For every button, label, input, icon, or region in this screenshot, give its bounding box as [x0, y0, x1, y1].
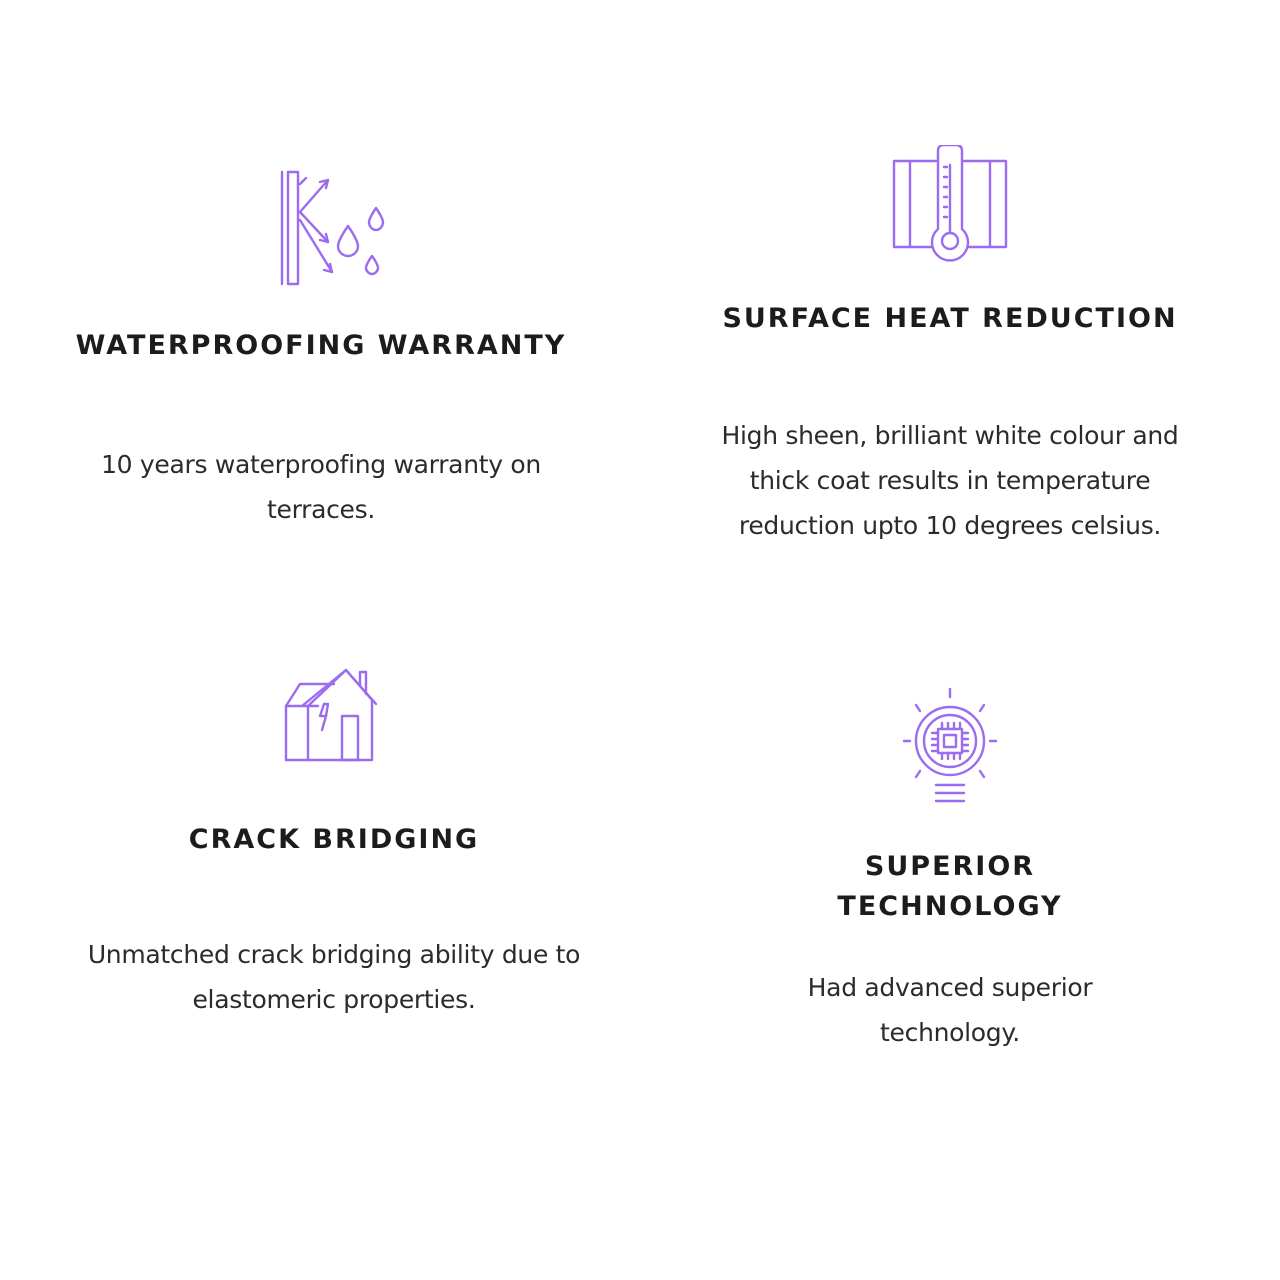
feature-description: [690, 413, 1210, 548]
title-line: SUPERIOR: [864, 851, 1036, 882]
feature-title: [760, 847, 1140, 927]
description-line: elastomeric properties.: [192, 985, 476, 1014]
feature-title: CRACK BRIDGING: [188, 824, 480, 855]
description-line: thick coat results in temperature: [749, 466, 1151, 495]
feature-description: [760, 965, 1140, 1055]
waterproofing-icon: [266, 160, 406, 300]
description-line: reduction upto 10 degrees celsius.: [738, 511, 1162, 540]
description-line: High sheen, brilliant white colour and: [721, 421, 1179, 450]
feature-title: WATERPROOFING WARRANTY: [75, 330, 567, 361]
title-line: TECHNOLOGY: [837, 891, 1063, 922]
feature-crack-bridging: [60, 660, 608, 1022]
feature-title: SURFACE HEAT REDUCTION: [722, 303, 1178, 334]
thermometer-icon: [880, 145, 1020, 265]
description-line: Had advanced superior: [807, 973, 1093, 1002]
feature-description: [40, 442, 602, 532]
feature-waterproofing: [40, 160, 602, 532]
feature-description: [60, 932, 608, 1022]
description-line: terraces.: [266, 495, 376, 524]
description-line: 10 years waterproofing warranty on: [101, 450, 541, 479]
house-crack-icon: [274, 660, 394, 780]
feature-heat-reduction: [690, 145, 1210, 548]
feature-superior-technology: [760, 685, 1140, 1055]
chip-bulb-icon: [890, 685, 1010, 815]
description-line: Unmatched crack bridging ability due to: [87, 940, 581, 969]
description-line: technology.: [880, 1018, 1020, 1047]
